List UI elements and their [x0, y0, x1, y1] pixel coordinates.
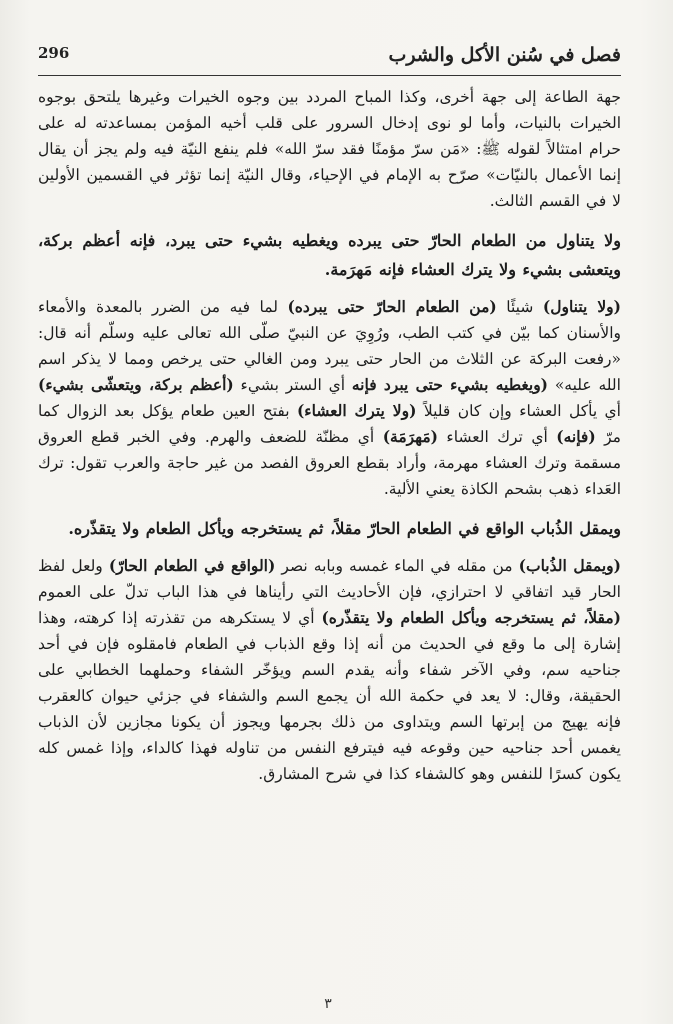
footer-mark: ٣: [324, 996, 332, 1012]
bold-quote: (مَهرَمَة): [382, 427, 438, 446]
bold-quote: (ويمقل الذُباب): [518, 556, 621, 575]
bold-quote: (ولا يترك العشاء): [296, 401, 417, 420]
bold-quote: (مقلاً، ثم يستخرجه ويأكل الطعام ولا يتقذّره): [321, 608, 621, 627]
commentary-text: شيئًا: [496, 298, 543, 316]
header-rule: [38, 75, 621, 76]
commentary-text: لما فيه من الضرر بالمعدة والأمعاء والأسنان كما بيّن في كتب الطب، ورُوِيَ عن النبيّ صلّى الله تعالى عليه وسلّم أنه قال: «رفعت البركة عن الثلاث من الحار حتى يبرد ومن الغالي حتى يرخص ومما لا يذكر اسم الله عليه»: [38, 298, 621, 394]
commentary-text: أي يأكل العشاء وإن كان قليلاً: [416, 402, 621, 420]
matn-paragraph-hot-food: ولا يتناول من الطعام الحارّ حتى يبرده ويغطيه بشيء حتى يبرد، فإنه أعظم بركة، ويتعشى بشيء ولا يترك العشاء فإنه مَهرَمة.: [38, 231, 621, 279]
sharh-paragraph-fly: [38, 553, 621, 787]
chapter-title: فصل في سُنن الأكل والشرب: [388, 44, 621, 66]
paragraph-intro: جهة الطاعة إلى جهة أخرى، وكذا المباح المردد بين وجوه الخيرات وغيرها يلتحق بوجوه الخيرات بالنيات، وأما لو نوى إدخال السرور على قلب أخيه المؤمن بمساعدته له على حرام امتثالاً لقوله ﷺ: «مَن سرّ مؤمنًا فقد سرّ الله» فلم ينفع النيّة فيه ولم يجز أن يقال إنما الأعمال بالنيّات» صرّح به الإمام في الإحياء، وقال النيّة إنما تؤثر في القسمين الأولين لا في القسم الثالث.: [38, 88, 621, 210]
commentary-text: أي لا يستكرهه من تقذرته إذا كرهته، وهذا إشارة إلى ما وقع في الحديث من أنه إذا وقع الذباب في الطعام فامقلوه فإن في أحد جناحيه سم، وفي الآخر شفاء وأنه يقدم السم ويؤخّر الشفاء وحملهما الخطابي على الحقيقة، وقال: لا يعد في حكمة الله أن يجمع السم والشفاء في جزئي حيوان كالعقرب فإنه يهيج من إبرتها السم ويتداوى من ذلك بجرمها ويجوز أن يكونا مجازين لأن الذباب يغمس أحد جناحيه حين وقوعه فيه فيترفع النفس من تناوله فهذا كالداء، وإذا غمس كله يكون كسرًا للنفس وهو كالشفاء كذا في شرح المشارق.: [38, 609, 621, 783]
commentary-text: أي مظنّة للضعف والهرم. وفي الخبر قطع العروق مسقمة وترك العشاء مهرمة، وأراد بقطع العروق الفصد من غير حاجة والعرب تقول: ترك العَداء ذهب بشحم الكاذة يعني الألية.: [38, 428, 621, 498]
bold-quote: (أعظم بركة، ويتعشّى بشيء): [38, 375, 234, 394]
commentary-text: ولعل لفظ الحار قيد اتفاقي لا احترازي، فإن الأحاديث التي رأيناها في هذا الباب تدلّ على العموم: [38, 557, 621, 601]
bold-quote: (الواقع في الطعام الحارّ): [108, 556, 276, 575]
commentary-text: بفتح العين طعام يؤكل بعد الزوال كما مرّ: [38, 402, 621, 446]
commentary-text: أي ترك العشاء: [437, 428, 557, 446]
page-header: [38, 40, 621, 76]
page-content: [38, 84, 621, 787]
matn-paragraph-fly: ويمقل الذُباب الواقع في الطعام الحارّ مقلاً، ثم يستخرجه ويأكل الطعام ولا يتقذّره.: [68, 519, 621, 538]
commentary-text: من مقله في الماء غمسه وبابه نصر: [275, 557, 519, 575]
bold-quote: (ولا يتناول): [542, 297, 621, 316]
commentary-text: أي الستر بشيء: [233, 376, 352, 394]
bold-quote: (من الطعام الحارّ حتى يبرده): [287, 297, 497, 316]
bold-quote: (ويغطيه بشيء حتى يبرد فإنه: [351, 375, 549, 394]
bold-quote: (فإنه): [556, 427, 596, 446]
sharh-paragraph-hot-food: [38, 294, 621, 502]
page-number: 296: [38, 44, 70, 62]
